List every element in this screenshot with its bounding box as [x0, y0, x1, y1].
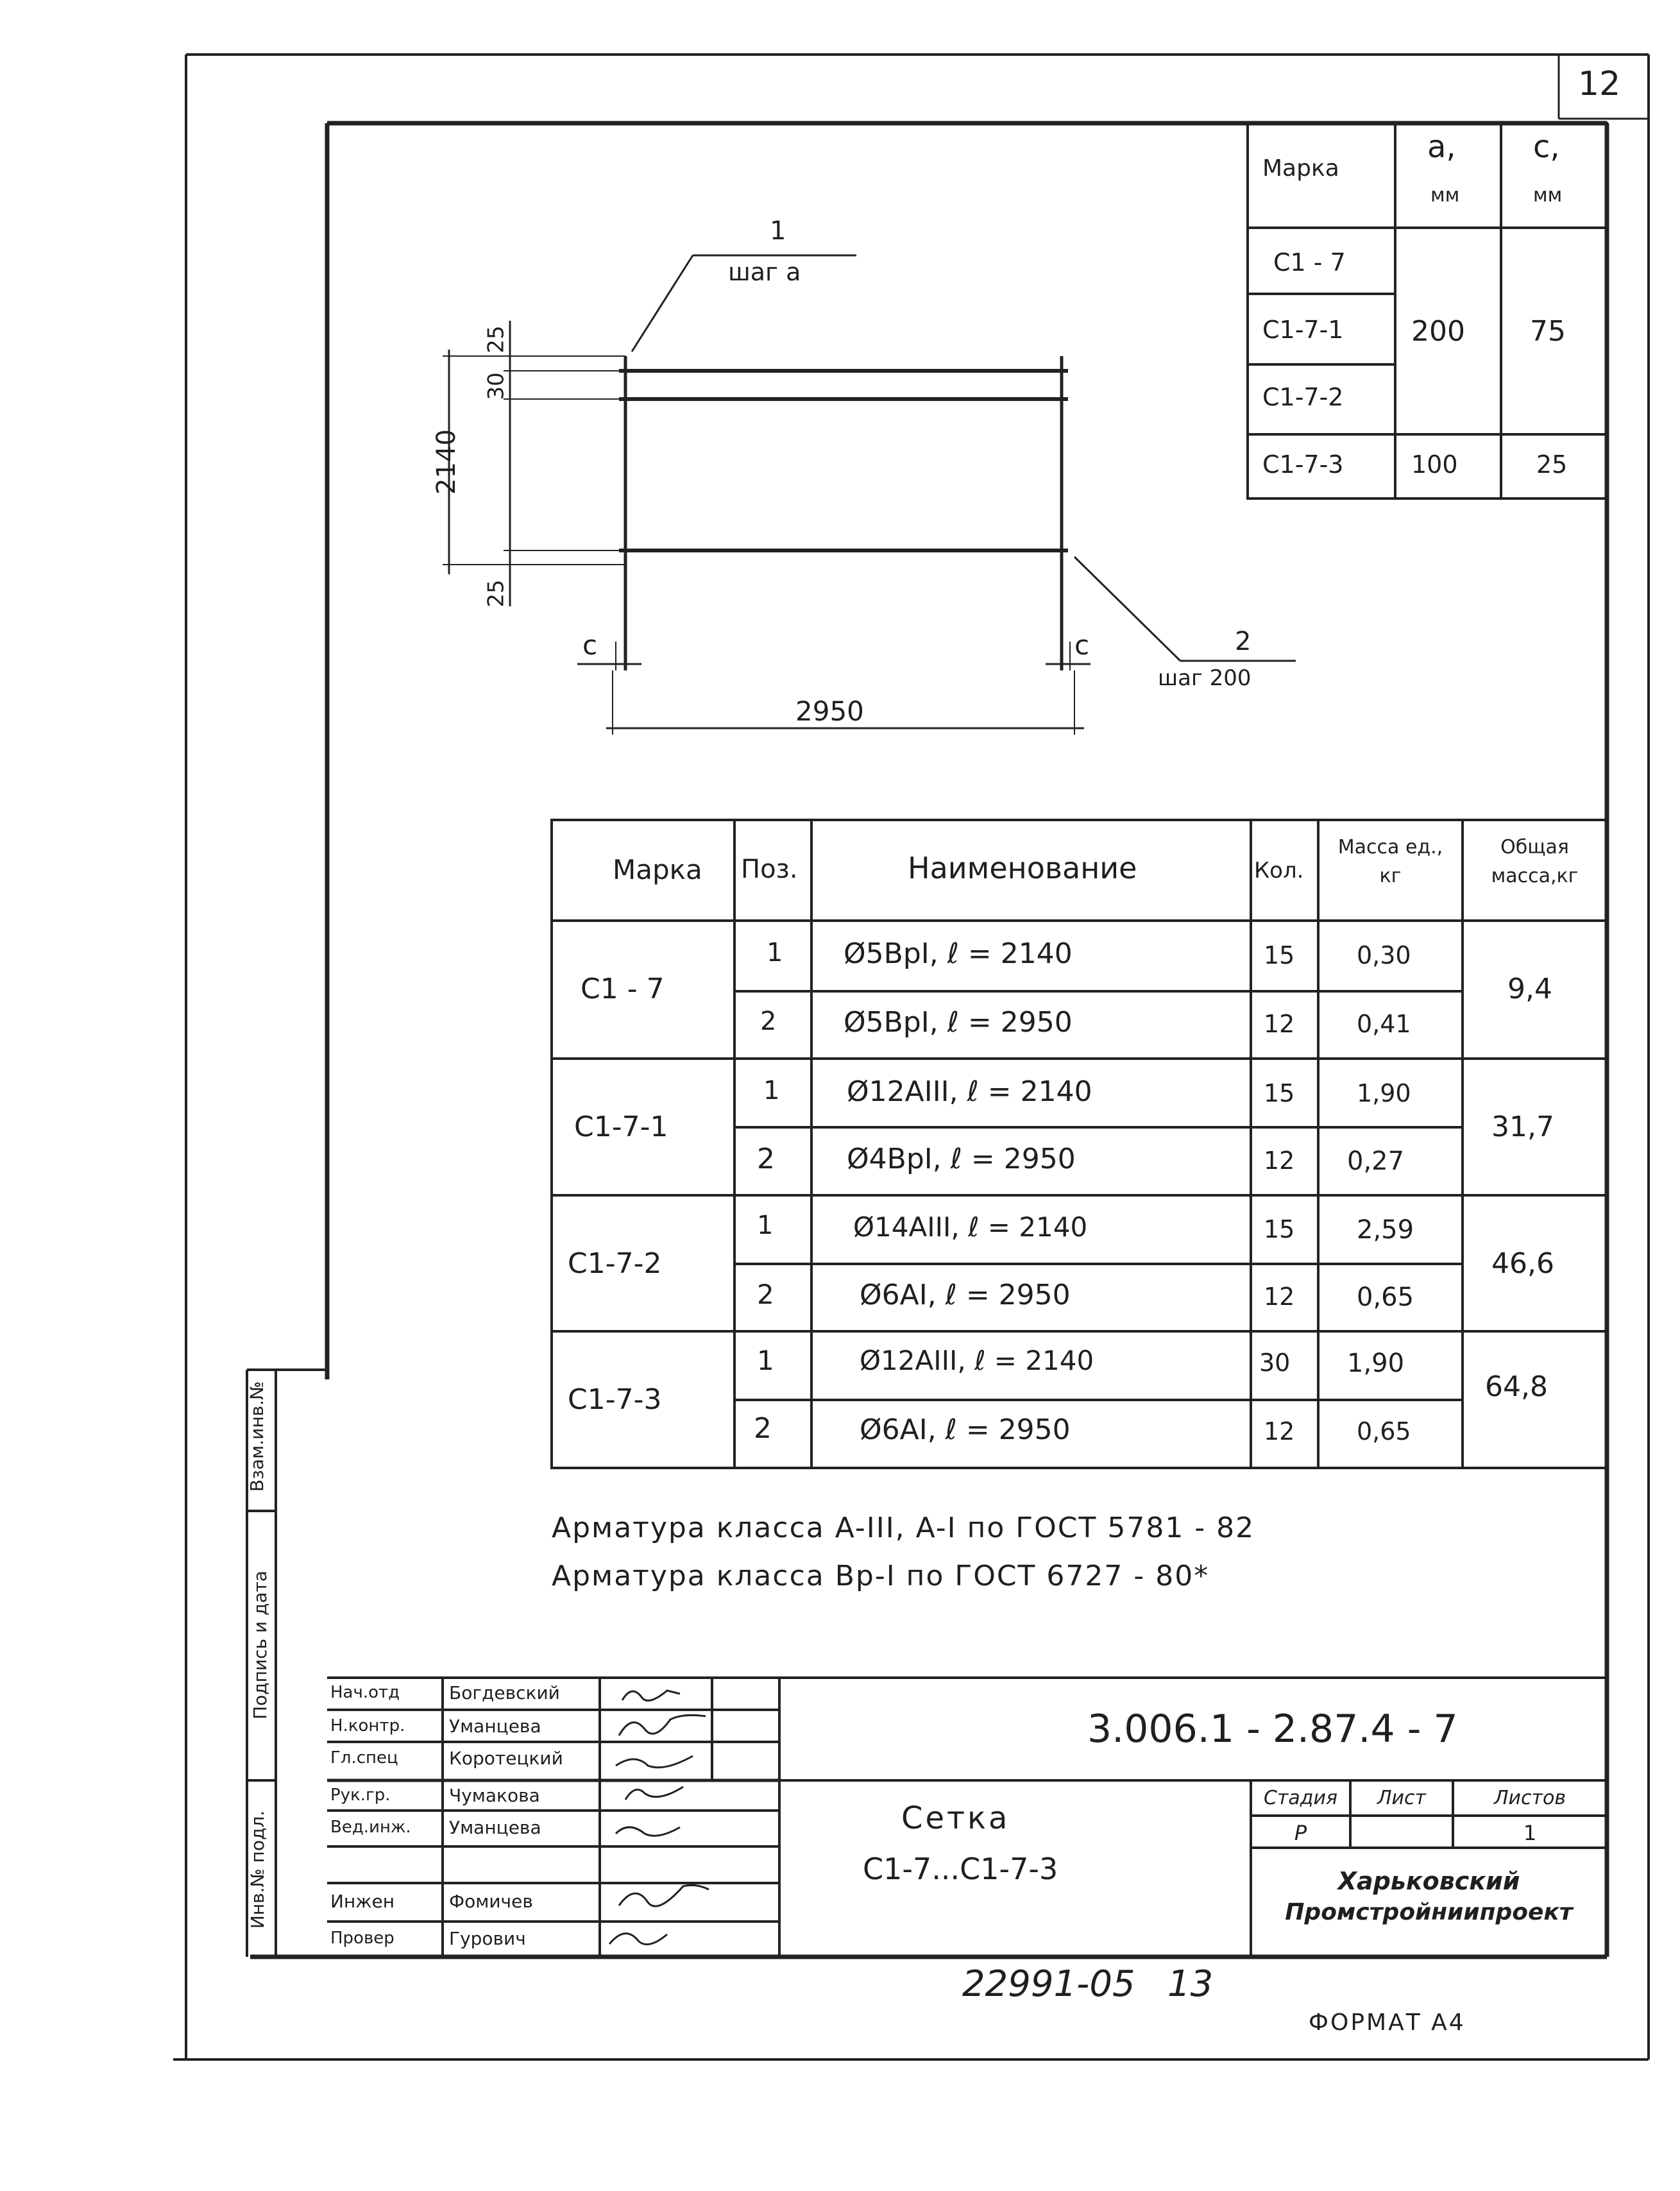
- spec-row-qty: 12: [1264, 1010, 1295, 1038]
- callout-2-step: шаг 200: [1158, 665, 1252, 691]
- callout-2-number: 2: [1235, 627, 1252, 656]
- spec-row-pos: 2: [760, 1007, 777, 1036]
- signatures: [609, 1691, 709, 1945]
- organization-name: Харьковский: [1337, 1867, 1520, 1895]
- doc-number: 3.006.1 - 2.87.4 - 7: [1087, 1707, 1458, 1752]
- spec-row-pos: 2: [754, 1412, 772, 1445]
- callout-1-step: шаг a: [728, 258, 801, 286]
- spec-group-total: 46,6: [1491, 1247, 1554, 1280]
- spec-row-name: Ø5BpI, ℓ = 2950: [844, 1006, 1073, 1039]
- spec-row-mass: 1,90: [1347, 1349, 1405, 1378]
- spec-group-mark: C1-7-3: [568, 1383, 662, 1416]
- person-name: Чумакова: [449, 1785, 540, 1806]
- role-label: Нач.отд: [330, 1683, 400, 1702]
- spec-row-mass: 0,65: [1357, 1417, 1411, 1445]
- spec-group-total: 9,4: [1507, 973, 1552, 1005]
- spec-row-qty: 15: [1264, 1079, 1295, 1107]
- spec-row-name: Ø6AI, ℓ = 2950: [860, 1413, 1071, 1446]
- archive-page: 13: [1167, 1963, 1214, 2005]
- param-header-c: c,: [1533, 129, 1560, 165]
- param-header-mark: Марка: [1262, 155, 1339, 182]
- spec-row-qty: 12: [1264, 1283, 1295, 1311]
- spec-row-name: Ø4BpI, ℓ = 2950: [847, 1143, 1076, 1175]
- spec-row-pos: 1: [767, 938, 783, 968]
- page-number: 12: [1578, 65, 1621, 103]
- spec-group-mark: C1 - 7: [581, 973, 665, 1005]
- sheet-label: Лист: [1377, 1787, 1427, 1809]
- spec-row-name: Ø12AIII, ℓ = 2140: [847, 1075, 1092, 1108]
- param-row-mark: C1-7-3: [1262, 450, 1344, 479]
- side-stamp-original-inv: Инв.№ подл.: [247, 1810, 269, 1929]
- person-name: Уманцева: [449, 1817, 541, 1838]
- person-name: Гурович: [449, 1928, 526, 1949]
- stage-value: P: [1294, 1821, 1307, 1845]
- spec-group-total: 64,8: [1485, 1370, 1548, 1403]
- role-label: Инжен: [330, 1891, 395, 1912]
- role-label: Гл.спец: [330, 1748, 398, 1768]
- spec-row-mass: 0,65: [1357, 1283, 1414, 1312]
- spec-row-mass: 2,59: [1357, 1215, 1414, 1245]
- dim-gap: 30: [483, 372, 509, 400]
- dim-c-left: c: [582, 629, 598, 661]
- spec-row-pos: 2: [757, 1279, 774, 1310]
- spec-row-name: Ø6AI, ℓ = 2950: [860, 1279, 1071, 1311]
- spec-row-pos: 1: [757, 1211, 774, 1240]
- spec-row-qty: 15: [1264, 1215, 1295, 1243]
- spec-row-mass: 0,30: [1357, 941, 1411, 969]
- side-stamp-signature-date: Подпись и дата: [249, 1571, 271, 1719]
- spec-row-qty: 12: [1264, 1147, 1295, 1175]
- spec-row-qty: 15: [1264, 941, 1295, 969]
- spec-row-pos: 2: [757, 1143, 775, 1175]
- person-name: Коротецкий: [449, 1748, 563, 1769]
- drawing-subtitle: C1-7...C1-7-3: [863, 1852, 1058, 1886]
- dim-height: 2140: [431, 429, 461, 495]
- spec-row-pos: 1: [763, 1076, 780, 1105]
- organization-name-2: Промстройниипроект: [1285, 1899, 1573, 1925]
- spec-row-name: Ø5BpI, ℓ = 2140: [844, 937, 1073, 970]
- sheets-label: Листов: [1493, 1787, 1566, 1809]
- role-label: Провер: [330, 1929, 395, 1948]
- spec-header-name: Наименование: [908, 851, 1137, 885]
- mesh-sketch: [443, 255, 1296, 735]
- param-merged-c: 75: [1530, 315, 1566, 348]
- spec-header-mark: Марка: [613, 854, 702, 885]
- spec-row-mass: 0,41: [1357, 1010, 1411, 1038]
- param-header-c-unit: мм: [1533, 184, 1563, 207]
- person-name: Уманцева: [449, 1716, 541, 1737]
- dim-bottom: 25: [483, 579, 509, 608]
- spec-row-qty: 30: [1259, 1349, 1291, 1377]
- person-name: Богдевский: [449, 1682, 560, 1703]
- spec-row-mass: 0,27: [1347, 1147, 1405, 1176]
- role-label: Рук.гр.: [330, 1786, 391, 1805]
- spec-row-name: Ø12AIII, ℓ = 2140: [860, 1345, 1094, 1376]
- spec-group-mark: C1-7-1: [574, 1111, 668, 1143]
- dim-c-right: c: [1074, 629, 1090, 661]
- drawing-title: Сетка: [901, 1800, 1010, 1836]
- spec-header-qty: Кол.: [1254, 858, 1304, 883]
- role-label: Вед.инж.: [330, 1818, 411, 1837]
- person-name: Фомичев: [449, 1891, 533, 1912]
- spec-group-mark: C1-7-2: [568, 1247, 662, 1280]
- spec-row-mass: 1,90: [1357, 1079, 1411, 1107]
- format-label: ФОРМАТ А4: [1309, 2009, 1466, 2036]
- archive-number: 22991-05: [962, 1963, 1135, 2005]
- spec-header-pos: Поз.: [741, 855, 798, 884]
- spec-row-name: Ø14AIII, ℓ = 2140: [853, 1211, 1088, 1243]
- spec-group-total: 31,7: [1491, 1111, 1554, 1143]
- param-header-a: a,: [1427, 129, 1456, 165]
- param-row-mark: C1-7-2: [1262, 383, 1344, 411]
- callout-1-number: 1: [770, 216, 786, 246]
- side-stamp-replaced-inv: Взам.инв.№: [246, 1381, 268, 1492]
- dim-top: 25: [483, 325, 509, 354]
- param-row-mark: C1-7-1: [1262, 316, 1344, 344]
- note-line: Арматура класса Bp-I по ГОСТ 6727 - 80*: [552, 1560, 1210, 1592]
- spec-row-pos: 1: [757, 1345, 774, 1376]
- role-label: Н.контр.: [330, 1716, 405, 1735]
- spec-header-total-mass: Общая масса,кг: [1491, 836, 1579, 887]
- dim-width: 2950: [795, 695, 864, 727]
- param-row-mark: C1 - 7: [1273, 248, 1346, 277]
- note-line: Арматура класса A-III, A-I по ГОСТ 5781 - 82: [552, 1512, 1255, 1544]
- stage-label: Стадия: [1263, 1787, 1338, 1809]
- spec-row-qty: 12: [1264, 1417, 1295, 1445]
- param-row-c: 25: [1536, 450, 1568, 479]
- param-header-a-unit: мм: [1430, 184, 1460, 207]
- sheets-value: 1: [1523, 1821, 1537, 1845]
- param-merged-a: 200: [1411, 315, 1465, 348]
- spec-header-unit-mass: Масса ед., кг: [1337, 836, 1443, 887]
- param-row-a: 100: [1411, 450, 1458, 479]
